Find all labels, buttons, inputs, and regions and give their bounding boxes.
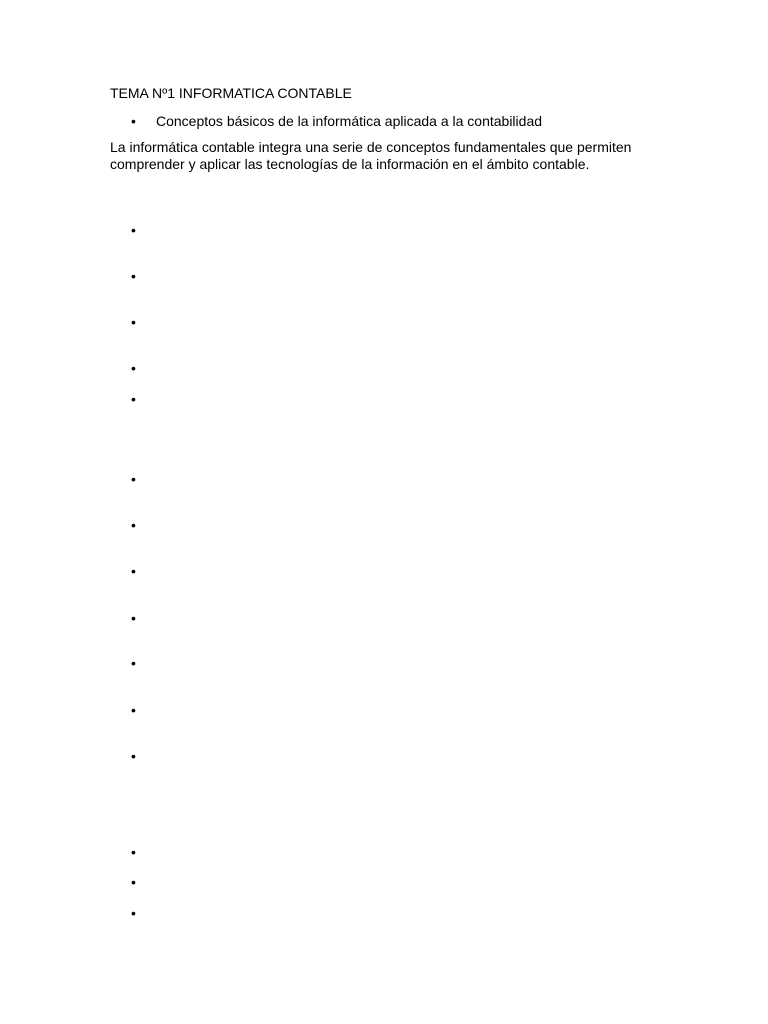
empty-bullet-icon: • <box>131 905 136 921</box>
empty-bullet-icon: • <box>131 610 136 626</box>
empty-bullet-icon: • <box>131 471 136 487</box>
empty-bullet-icon: • <box>131 391 136 407</box>
bullet-icon: • <box>131 113 136 129</box>
empty-bullet-icon: • <box>131 655 136 671</box>
empty-bullet-icon: • <box>131 517 136 533</box>
empty-bullet-icon: • <box>131 702 136 718</box>
bullet-item-label: Conceptos básicos de la informática aplicada a la contabilidad <box>156 113 543 129</box>
document-title: TEMA Nº1 INFORMATICA CONTABLE <box>110 85 352 101</box>
paragraph-line: La informática contable integra una serie de conceptos fundamentales que permiten <box>110 139 632 155</box>
empty-bullet-icon: • <box>131 222 136 238</box>
empty-bullet-icon: • <box>131 748 136 764</box>
paragraph-line: comprender y aplicar las tecnologías de la información en el ámbito contable. <box>110 156 590 172</box>
empty-bullet-icon: • <box>131 268 136 284</box>
empty-bullet-icon: • <box>131 360 136 376</box>
empty-bullet-icon: • <box>131 874 136 890</box>
empty-bullet-icon: • <box>131 563 136 579</box>
intro-paragraph <box>110 139 670 173</box>
empty-bullet-icon: • <box>131 314 136 330</box>
empty-bullet-icon: • <box>131 844 136 860</box>
